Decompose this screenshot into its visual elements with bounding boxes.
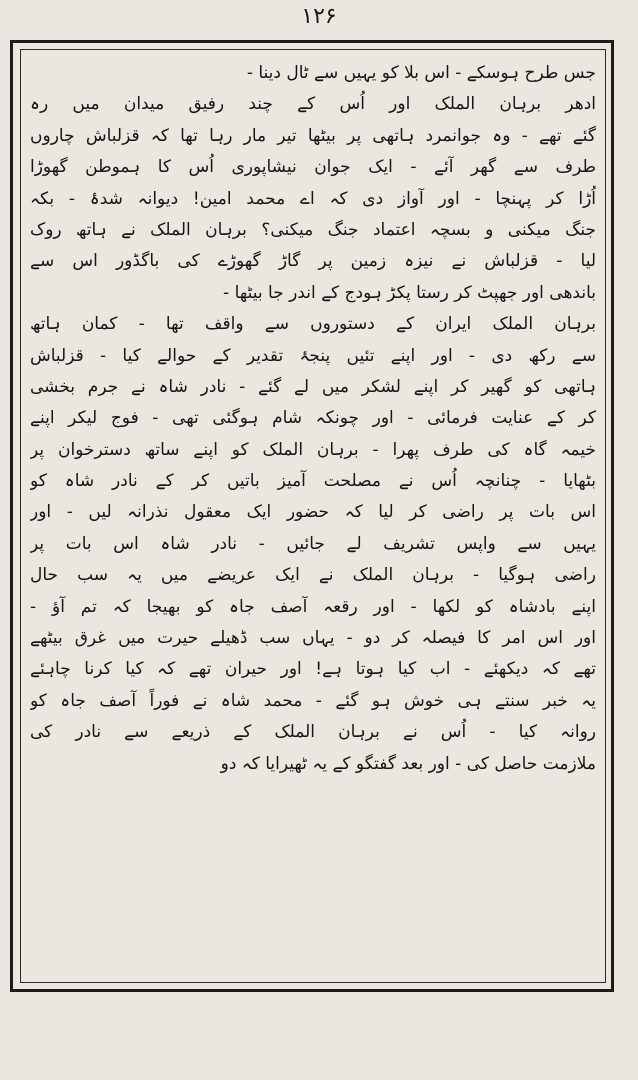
text-line: لیا - قزلباش نے نیزہ زمین پر گاڑ گھوڑے کی باگڈور اس سے xyxy=(30,251,596,272)
text-line: راضی ہوگیا - برہان الملک نے ایک عریضے میں یہ سب حال xyxy=(30,565,596,586)
text-line: یہ خبر سنتے ہی خوش ہو گئے - محمد شاہ نے فوراً آصف جاہ کو xyxy=(30,690,596,711)
text-line: ہاتھی کو گھیر کر اپنے لشکر میں لے گئے - نادر شاہ نے جرم بخشی xyxy=(30,376,596,397)
text-line: برہان الملک ایران کے دستوروں سے واقف تھا - کمان ہاتھ xyxy=(30,314,596,335)
text-line: روانہ کیا - اُس نے برہان الملک کے ذریعے سے نادر کی xyxy=(30,722,596,743)
text-line: سے رکھ دی - اور اپنے تئیں پنجۂ تقدیر کے حوالے کیا - قزلباش xyxy=(30,345,596,366)
text-line: اُڑا کر پہنچا - اور آواز دی کہ اے محمد امین! دیوانہ شدۂ - بکہ xyxy=(30,188,596,209)
text-line: ادھر برہان الملک اور اُس کے چند رفیق میدان میں رہ xyxy=(30,94,596,115)
page-number: ۱۲۶ xyxy=(301,4,337,29)
urdu-text-body xyxy=(30,58,596,978)
text-line: ملازمت حاصل کی - اور بعد گفتگو کے یہ ٹھیرایا کہ دو xyxy=(220,753,596,774)
text-line: بٹھایا - چنانچہ اُس نے مصلحت آمیز باتیں کر کے نادر شاہ کو xyxy=(30,471,596,492)
text-line: خیمہ گاہ کی طرف پھرا - برہان الملک کو اپنے ساتھ دسترخوان پر xyxy=(30,439,596,460)
text-line: اور اس امر کا فیصلہ کر دو - یہاں سب ڈھیلے حیرت میں غرق بیٹھے xyxy=(30,628,596,649)
text-line: تھے کہ دیکھئے - اب کیا ہوتا ہے! اور حیران تھے کہ کیا کرنا چاہئے xyxy=(30,659,596,680)
text-line: باندھی اور جھپٹ کر رستا پکڑ ہودج کے اندر جا بیٹھا - xyxy=(223,282,596,303)
text-line: اپنے بادشاہ کو لکھا - اور رقعہ آصف جاہ کو بھیجا کہ تم آؤ - xyxy=(30,596,596,617)
text-line: جس طرح ہوسکے - اس بلا کو یہیں سے ٹال دینا - xyxy=(246,63,596,83)
text-line: یہیں سے واپس تشریف لے جائیں - نادر شاہ اس بات پر xyxy=(30,533,596,554)
text-line: طرف سے گھر آئے - ایک جوان نیشاپوری اُس کا ہموطن گھوڑا xyxy=(30,157,596,178)
text-line: کر کے عنایت فرمائی - اور چونکہ شام ہوگئی تھی - فوج لیکر اپنے xyxy=(30,408,596,429)
text-line: جنگ میکنی و بسچہ اعتماد جنگ میکنی؟ برہان الملک نے ہاتھ روک xyxy=(30,219,596,240)
text-line: گئے تھے - وہ جوانمرد ہاتھی پر بیٹھا تیر مار رہا تھا کہ قزلباش چاروں xyxy=(30,125,596,146)
text-line: اس بات پر راضی کر لیا کہ حضور ایک معقول نذرانہ لیں - اور xyxy=(30,502,596,523)
